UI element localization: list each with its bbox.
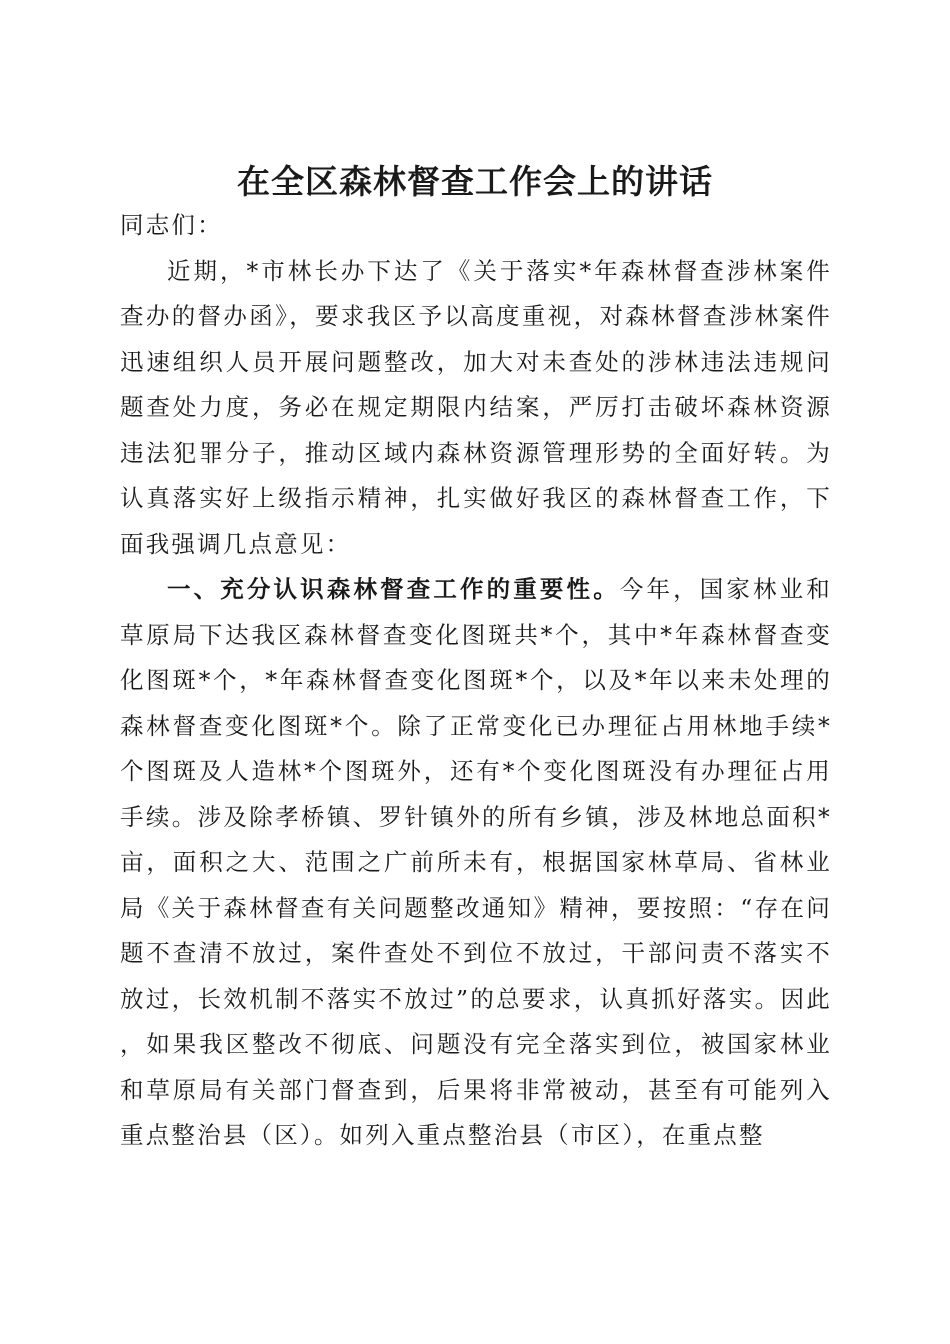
paragraph-text: 近期，*市林长办下达了《关于落实*年森林督查涉林案件查办的督办函》，要求我区予以高度重视，对森林督查涉林案件迅速组织人员开展问题整改，加大对未查处的涉林违法违规问题查处力度，务必在规定期限内结案，严厉打击破坏森林资源违法犯罪分子，推动区域内森林资源管理形势的全面好转。为认真落实好上级指示精神，扎实做好我区的森林督查工作，下面我强调几点意见： bbox=[120, 256, 832, 558]
paragraph-section-1 bbox=[120, 567, 832, 1159]
document-body bbox=[120, 203, 832, 1159]
section-heading: 一、充分认识森林督查工作的重要性。 bbox=[167, 575, 620, 603]
paragraph-intro bbox=[120, 249, 832, 568]
salutation: 同志们： bbox=[120, 211, 223, 239]
document-title: 在全区森林督查工作会上的讲话 bbox=[237, 162, 713, 202]
paragraph-text: 今年，国家林业和草原局下达我区森林督查变化图斑共*个，其中*年森林督查变化图斑*个，*年森林督查变化图斑*个，以及*年以来未处理的森林督查变化图斑*个。除了正常变化已办理征占用林地手续*个图斑及人造林*个图斑外，还有*个变化图斑没有办理征占用手续。涉及除孝桥镇、罗针镇外的所有乡镇，涉及林地总面积*亩，面积之大、范围之广前所未有，根据国家林草局、省林业局《关于森林督查有关问题整改通知》精神，要按照：“存在问题不查清不放过，案件查处不到位不放过，干部问责不落实不放过，长效机制不落实不放过”的总要求，认真抓好落实。因此，如果我区整改不彻底、问题没有完全落实到位，被国家林业和草原局有关部门督查到，后果将非常被动，甚至有可能列入重点整治县（区）。如列入重点整治县（市区），在重点整 bbox=[120, 575, 832, 1149]
